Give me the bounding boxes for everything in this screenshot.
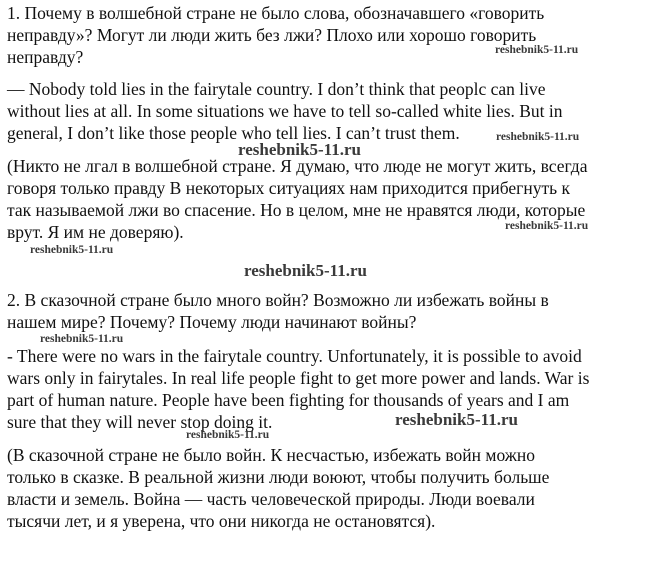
answer-2-ru-line-4: тысячи лет, и я уверена, что они никогда не остановятся). <box>7 511 436 531</box>
answer-1-en-line-3: general, I don’t like those people who tell lies. I can’t trust them. <box>7 123 460 143</box>
answer-2-en-line-4: sure that they will never stop doing it. <box>7 412 273 432</box>
answer-2-ru-line-3: власти и земель. Война — часть человеческой природы. Люди воевали <box>7 489 535 509</box>
answer-2-ru-line-2: только в сказке. В реальной жизни люди воюют, чтобы получить больше <box>7 467 550 487</box>
answer-2-en-line-2: wars only in fairytales. In real life people fight to get more power and lands. War is <box>7 368 590 388</box>
answer-1-en-line-2: without lies at all. In some situations we have to tell so-called white lies. But in <box>7 101 563 121</box>
answer-2-ru-line-1: (В сказочной стране не было войн. К несчастью, избежать войн можно <box>7 445 536 465</box>
answer-1-ru-line-2: говоря только правду В некоторых ситуациях нам приходится прибегнуть к <box>7 178 570 198</box>
answer-1-ru-line-4: врут. Я им не доверяю). <box>7 222 184 242</box>
question-2-line-1: 2. В сказочной стране было много войн? Возможно ли избежать войны в <box>7 290 549 310</box>
question-1-line-2: неправду»? Могут ли люди жить без лжи? Плохо или хорошо говорить <box>7 25 537 45</box>
watermark: reshebnik5-11.ru <box>395 410 518 429</box>
watermark: reshebnik5-11.ru <box>505 220 589 232</box>
watermark: reshebnik5-11.ru <box>496 131 580 143</box>
answer-2-en-line-1: - There were no wars in the fairytale country. Unfortunately, it is possible to avoid <box>7 346 582 366</box>
answer-1-ru-line-3: так называемой лжи во спасение. Но в целом, мне не нравятся люди, которые <box>7 200 586 220</box>
watermark: reshebnik5-11.ru <box>238 140 361 159</box>
answer-2-en-line-3: part of human nature. People have been fighting for thousands of years and I am <box>7 390 570 410</box>
answer-1-en-line-1: — Nobody told lies in the fairytale country. I don’t think that peoplc can live <box>7 79 546 99</box>
question-1-line-3: неправду? <box>7 47 84 67</box>
watermark: reshebnik5-11.ru <box>40 333 124 345</box>
question-1-line-1: 1. Почему в волшебной стране не было слова, обозначавшего «говорить <box>7 3 545 23</box>
watermark: reshebnik5-11.ru <box>495 44 579 56</box>
watermark: reshebnik5-11.ru <box>186 429 270 441</box>
watermark: reshebnik5-11.ru <box>244 261 367 280</box>
watermark: reshebnik5-11.ru <box>30 244 114 256</box>
answer-1-ru-line-1: (Никто не лгал в волшебной стране. Я думаю, что люде не могут жить, всегда <box>7 156 588 176</box>
question-2-line-2: нашем мире? Почему? Почему люди начинают войны? <box>7 312 417 332</box>
